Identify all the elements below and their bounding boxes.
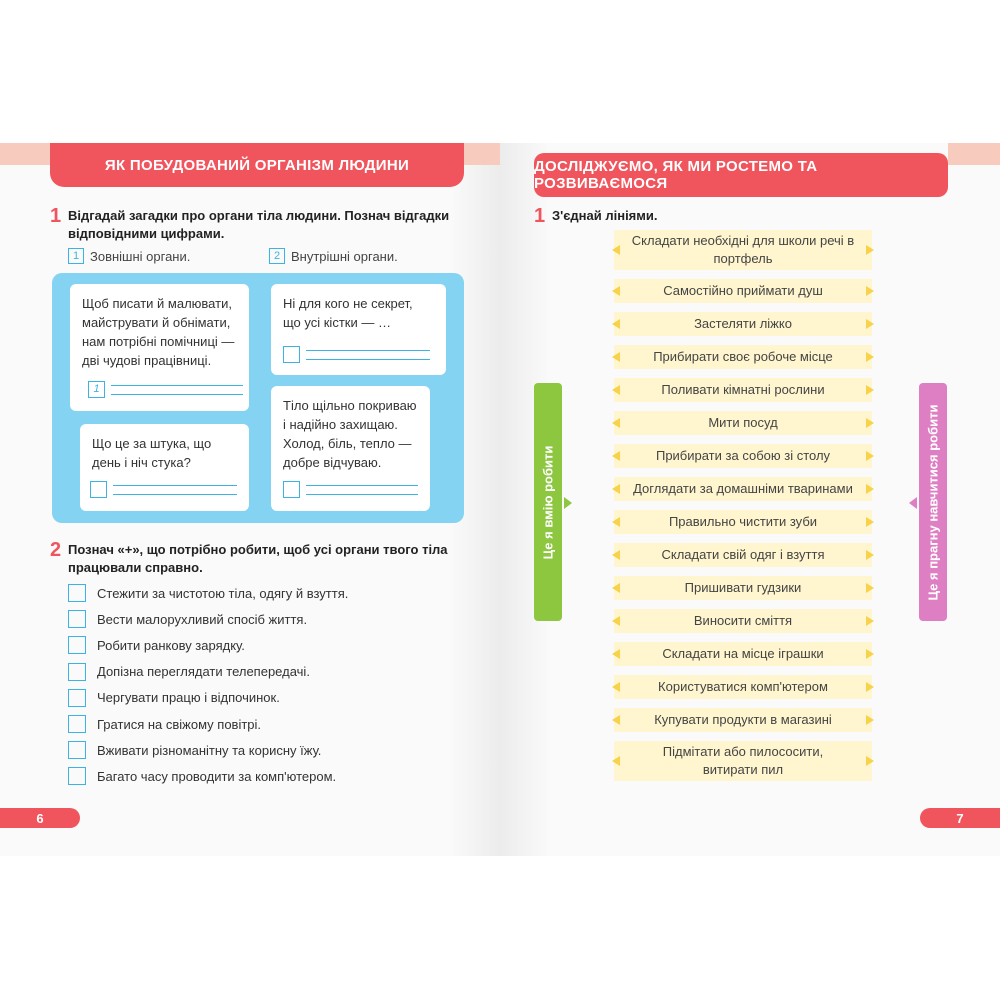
can-do-label bbox=[534, 383, 562, 621]
checklist-item bbox=[68, 711, 348, 737]
riddle-card-skeleton bbox=[271, 284, 446, 375]
task-number: 1 bbox=[534, 205, 546, 227]
checklist-item bbox=[68, 685, 348, 711]
legend-external bbox=[68, 248, 190, 264]
book-spread bbox=[0, 143, 1000, 856]
checkbox[interactable] bbox=[68, 610, 86, 628]
answer-lines[interactable] bbox=[113, 485, 237, 495]
riddle-area bbox=[52, 273, 464, 523]
checklist-label: Чергувати працю і відпочинок. bbox=[97, 690, 280, 706]
legend-label: Внутрішні органи. bbox=[291, 248, 398, 264]
want-to-learn-label bbox=[919, 383, 947, 621]
riddle-text: Тіло щільно покриваю і надійно захищаю. Холод, біль, тепло — добре відчуваю. bbox=[283, 398, 417, 470]
left-page-header: ЯК ПОБУДОВАНИЙ ОРГАНІЗМ ЛЮДИНИ bbox=[50, 143, 464, 187]
activity-item[interactable]: Доглядати за домашніми тваринами bbox=[614, 477, 872, 501]
answer-box[interactable] bbox=[90, 481, 107, 498]
checklist bbox=[68, 580, 348, 790]
riddle-text: Щоб писати й малювати, майструвати й обнімати, нам потрібні помічниці — дві чудові працівниці. bbox=[82, 296, 235, 368]
checkbox[interactable] bbox=[68, 767, 86, 785]
checklist-label: Вживати різноманітну та корисну їжу. bbox=[97, 742, 322, 758]
answer-lines[interactable] bbox=[306, 350, 430, 360]
checkbox[interactable] bbox=[68, 584, 86, 602]
activity-item[interactable]: Застеляти ліжко bbox=[614, 312, 872, 336]
task-1-text: Відгадай загадки про органи тіла людини. Познач відгадки відповідними цифрами. bbox=[68, 208, 450, 241]
answer-slot bbox=[88, 381, 243, 398]
answer-box[interactable] bbox=[283, 346, 300, 363]
answer-slot bbox=[283, 346, 430, 363]
checklist-label: Робити ранкову зарядку. bbox=[97, 637, 245, 653]
activity-item[interactable]: Виносити сміття bbox=[614, 609, 872, 633]
checklist-item bbox=[68, 606, 348, 632]
page-number: 7 bbox=[920, 808, 1000, 828]
activity-item[interactable]: Підмітати або пилососити, витирати пил bbox=[614, 741, 872, 781]
activity-item[interactable]: Складати свій одяг і взуття bbox=[614, 543, 872, 567]
task-number: 1 bbox=[50, 205, 62, 227]
checklist-label: Багато часу проводити за комп'ютером. bbox=[97, 768, 337, 784]
arrow-right-icon bbox=[564, 497, 572, 509]
riddle-card-skin bbox=[271, 386, 430, 511]
checklist-item bbox=[68, 737, 348, 763]
checklist-item bbox=[68, 632, 348, 658]
activity-item[interactable]: Складати на місце іграшки bbox=[614, 642, 872, 666]
answer-slot bbox=[90, 481, 237, 498]
task-2-text: Познач «+», що потрібно робити, щоб усі органи твого тіла працювали справно. bbox=[68, 542, 448, 575]
activity-item[interactable]: Поливати кімнатні рослини bbox=[614, 378, 872, 402]
activity-item[interactable]: Самостійно приймати душ bbox=[614, 279, 872, 303]
riddle-text: Ні для кого не секрет, що усі кістки — … bbox=[283, 296, 413, 330]
checklist-label: Стежити за чистотою тіла, одягу й взуття. bbox=[97, 585, 349, 601]
top-strip bbox=[464, 143, 500, 165]
connect-task-text: З'єднай лініями. bbox=[552, 208, 658, 223]
answer-box[interactable] bbox=[283, 481, 300, 498]
legend-label: Зовнішні органи. bbox=[90, 248, 191, 264]
left-page bbox=[0, 143, 500, 856]
riddle-card-heart bbox=[80, 424, 249, 511]
top-strip bbox=[948, 143, 1000, 165]
activity-item[interactable]: Правильно чистити зуби bbox=[614, 510, 872, 534]
checklist-label: Вести малорухливий спосіб життя. bbox=[97, 611, 308, 627]
right-page-header: ДОСЛІДЖУЄМО, ЯК МИ РОСТЕМО ТА РОЗВИВАЄМОСЯ bbox=[534, 153, 948, 197]
arrow-left-icon bbox=[909, 497, 917, 509]
activity-item[interactable]: Мити посуд bbox=[614, 411, 872, 435]
want-to-learn-label-text: Це я прагну навчитися робити bbox=[925, 404, 941, 600]
checkbox[interactable] bbox=[68, 636, 86, 654]
activity-item[interactable]: Користуватися комп'ютером bbox=[614, 675, 872, 699]
riddle-text: Що це за штука, що день і ніч стука? bbox=[92, 436, 212, 470]
can-do-label-text: Це я вмію робити bbox=[540, 445, 556, 559]
task-number: 2 bbox=[50, 539, 62, 561]
activity-item[interactable]: Прибирати своє робоче місце bbox=[614, 345, 872, 369]
legend-number-box: 1 bbox=[68, 248, 84, 264]
activity-item[interactable]: Прибирати за собою зі столу bbox=[614, 444, 872, 468]
answer-lines[interactable] bbox=[306, 485, 418, 495]
checkbox[interactable] bbox=[68, 663, 86, 681]
answer-lines[interactable] bbox=[111, 385, 243, 395]
activity-item[interactable]: Купувати продукти в магазині bbox=[614, 708, 872, 732]
checklist-label: Допізна переглядати телепередачі. bbox=[97, 664, 310, 680]
activity-item[interactable]: Пришивати гудзики bbox=[614, 576, 872, 600]
checklist-item bbox=[68, 659, 348, 685]
legend-internal bbox=[269, 248, 398, 264]
page-number: 6 bbox=[0, 808, 80, 828]
top-strip bbox=[0, 143, 50, 165]
checklist-item bbox=[68, 763, 348, 789]
riddle-card-hands bbox=[70, 284, 249, 411]
checklist-label: Гратися на свіжому повітрі. bbox=[97, 716, 262, 732]
checkbox[interactable] bbox=[68, 689, 86, 707]
answer-box[interactable]: 1 bbox=[88, 381, 105, 398]
answer-slot bbox=[283, 481, 418, 498]
checklist-item bbox=[68, 580, 348, 606]
activity-item[interactable]: Складати необхідні для школи речі в портфель bbox=[614, 230, 872, 270]
legend-number-box: 2 bbox=[269, 248, 285, 264]
checkbox[interactable] bbox=[68, 741, 86, 759]
checkbox[interactable] bbox=[68, 715, 86, 733]
activity-list bbox=[614, 230, 872, 790]
